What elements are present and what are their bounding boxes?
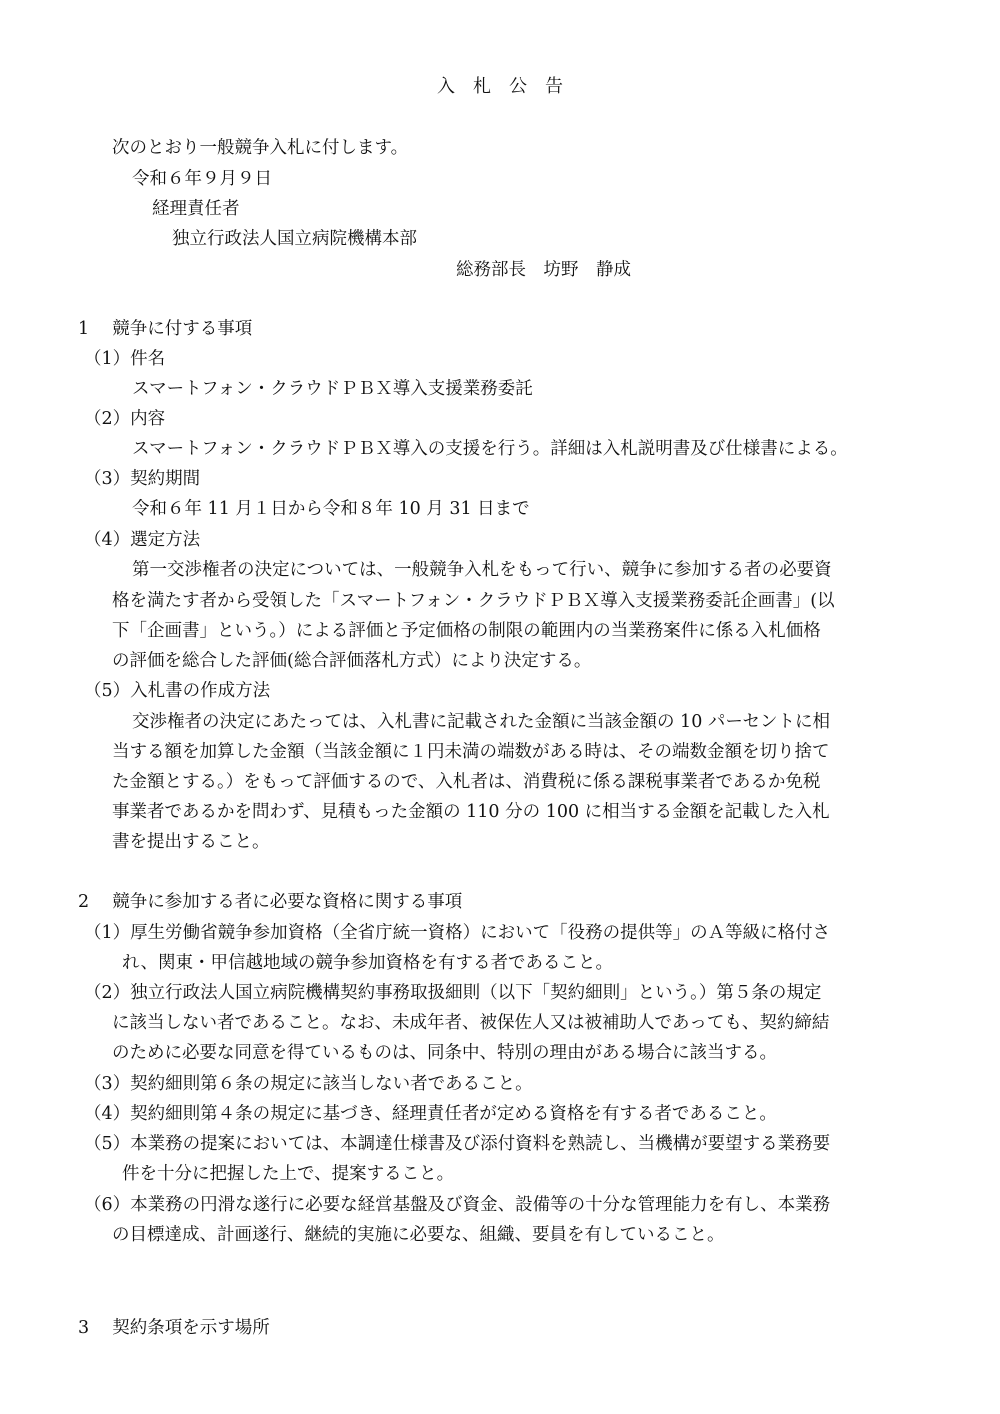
signer-organization: 独立行政法人国立病院機構本部: [172, 229, 417, 249]
section-3-heading: 3 契約条項を示す場所: [78, 1318, 270, 1338]
item-2-5-line-2: 件を十分に把握した上で、提案すること。: [122, 1164, 455, 1184]
notice-date: 令和６年９月９日: [132, 169, 272, 189]
intro-text: 次のとおり一般競争入札に付します。: [112, 138, 409, 158]
item-1-4-label: （4）選定方法: [84, 530, 201, 550]
item-1-1-label: （1）件名: [84, 349, 166, 369]
page-title: 入 札 公 告: [437, 76, 563, 97]
item-1-3-label: （3）契約期間: [84, 469, 201, 489]
item-2-5-line-1: （5）本業務の提案においては、本調達仕様書及び添付資料を熟読し、当機構が要望する業務要: [84, 1134, 831, 1154]
signer-role: 経理責任者: [152, 199, 240, 219]
item-2-2-line-2: に該当しない者であること。なお、未成年者、被保佐人又は被補助人であっても、契約締結: [112, 1013, 830, 1033]
item-1-2-label: （2）内容: [84, 409, 166, 429]
item-2-2-line-1: （2）独立行政法人国立病院機構契約事務取扱細則（以下「契約細則」という。）第５条の規定: [84, 983, 822, 1003]
item-1-5-line-3: た金額とする。）をもって評価するので、入札者は、消費税に係る課税事業者であるか免税: [112, 772, 821, 792]
item-1-3-text: 令和６年 11 月１日から令和８年 10 月 31 日まで: [132, 499, 530, 519]
item-1-2-text: スマートフォン・クラウドＰＢＸ導入の支援を行う。詳細は入札説明書及び仕様書による。: [132, 439, 848, 459]
section-1-heading: 1 競争に付する事項: [78, 319, 253, 339]
item-2-4-text: （4）契約細則第４条の規定に基づき、経理責任者が定める資格を有する者であること。: [84, 1104, 777, 1124]
item-1-5-line-4: 事業者であるかを問わず、見積もった金額の 110 分の 100 に相当する金額を記載した入札: [112, 802, 830, 822]
signer-name: 総務部長 坊野 静成: [456, 260, 631, 280]
item-1-5-line-1: 交渉権者の決定にあたっては、入札書に記載された金額に当該金額の 10 パーセントに相: [132, 712, 831, 732]
item-1-4-line-1: 第一交渉権者の決定については、一般競争入札をもって行い、競争に参加する者の必要資: [132, 560, 832, 580]
item-1-4-line-4: の評価を総合した評価(総合評価落札方式）により決定する。: [112, 651, 592, 671]
item-1-5-line-2: 当する額を加算した金額（当該金額に１円未満の端数がある時は、その端数金額を切り捨て: [112, 742, 830, 762]
item-1-5-label: （5）入札書の作成方法: [84, 681, 271, 701]
item-1-4-line-2: 格を満たす者から受領した「スマートフォン・クラウドＰＢＸ導入支援業務委託企画書」(以: [112, 591, 835, 611]
section-2-heading: 2 競争に参加する者に必要な資格に関する事項: [78, 892, 463, 912]
item-1-4-line-3: 下「企画書」という。）による評価と予定価格の制限の範囲内の当業務案件に係る入札価格: [112, 621, 821, 641]
item-2-6-line-2: の目標達成、計画遂行、継続的実施に必要な、組織、要員を有していること。: [112, 1225, 725, 1245]
item-1-5-line-5: 書を提出すること。: [112, 832, 270, 852]
item-2-6-line-1: （6）本業務の円滑な遂行に必要な経営基盤及び資金、設備等の十分な管理能力を有し、本業務: [84, 1195, 831, 1215]
item-2-3-text: （3）契約細則第６条の規定に該当しない者であること。: [84, 1074, 533, 1094]
item-2-2-line-3: のために必要な同意を得ているものは、同条中、特別の理由がある場合に該当する。: [112, 1043, 777, 1063]
item-2-1-line-1: （1）厚生労働省競争参加資格（全省庁統一資格）において「役務の提供等」のＡ等級に格付さ: [84, 923, 831, 943]
item-1-1-text: スマートフォン・クラウドＰＢＸ導入支援業務委託: [132, 379, 533, 399]
item-2-1-line-2: れ、関東・甲信越地域の競争参加資格を有する者であること。: [122, 953, 614, 973]
